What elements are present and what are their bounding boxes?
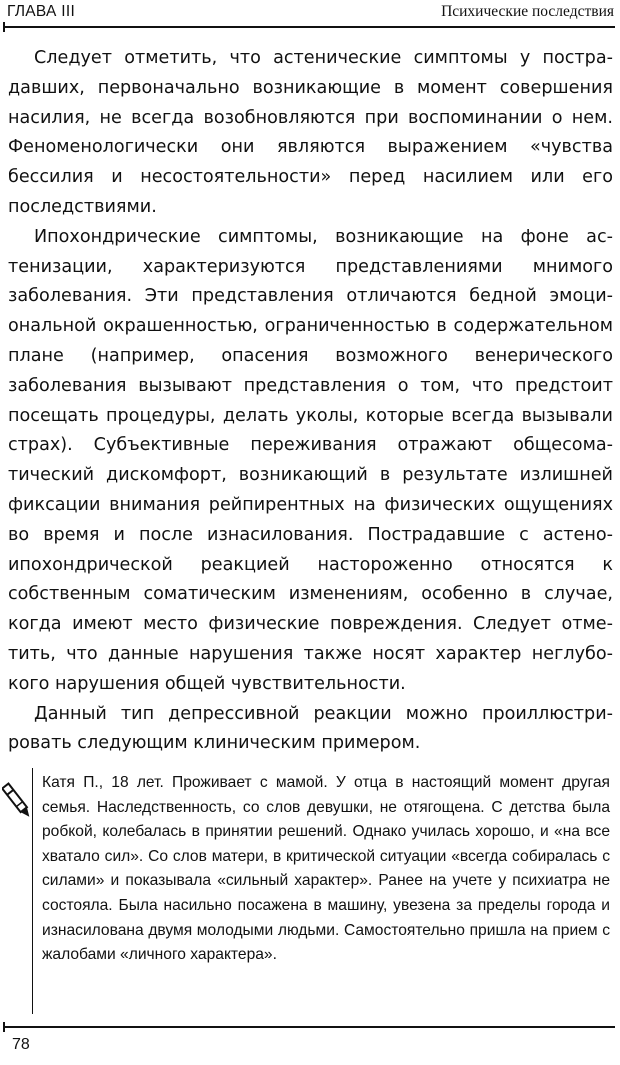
- case-example-text: Катя П., 18 лет. Проживает с мамой. У отца в настоящий момент другая семья. Наследственность, со слов девушки, не отягощена. С детства была робкой, колебалась в принятии решений. Однако училась хорошо, и «на все хватало сил». Со слов матери, в критической ситуации «всегда собиралась с силами» и показывала «сильный характер». Ранее на учете у психиатра не состояла. Была насильно посажена в машину, увезена за пределы города и изнасилована двумя молодыми людьми. Самостоятельно пришла на прием с жалобами «личного характера».: [42, 774, 610, 964]
- paragraph-3: Данный тип депрессивной реакции можно проиллюстрировать следующим клиническим примером.: [8, 703, 613, 754]
- footer-rule: [3, 1026, 615, 1028]
- paragraph-2: Ипохондрические симптомы, возникающие на фоне астенизации, характеризуются представлениями мнимого заболевания. Эти представления отличаются бедной эмоциональной окрашенностью, ограниченностью в содержательном плане (например, опасения возможного венерического заболевания вызывают представления о том, что предстоит посещать процедуры, делать уколы, которые всегда вызывали страх). Субъективные переживания отражают общесоматический дискомфорт, возникающий в результате излишней фиксации внимания рейпирентных на физических ощущениях во время и после изнасилования. Пострадавшие с астено-ипохондрической реакцией настороженно относятся к собственным соматическим изменениям, особенно в случае, когда имеют место физические повреждения. Следует отметить, что данные нарушения также носят характер неглубокого нарушения общей чувствительности.: [8, 226, 613, 694]
- header-rule: [3, 26, 615, 28]
- pen-icon: [2, 778, 32, 824]
- body-text: [8, 44, 613, 759]
- case-example-box: [32, 768, 611, 1014]
- page-number: 78: [12, 1036, 30, 1053]
- section-header: Психические последствия: [441, 3, 614, 20]
- chapter-header: ГЛАВА III: [7, 3, 76, 20]
- paragraph-1: Следует отметить, что астенические симптомы у пострадавших, первоначально возникающие в момент совершения насилия, не всегда возобновляются при воспоминании о нем. Феноменологически они являются выражением «чувства бессилия и несостоятельности» перед насилием или его последствиями.: [8, 48, 613, 217]
